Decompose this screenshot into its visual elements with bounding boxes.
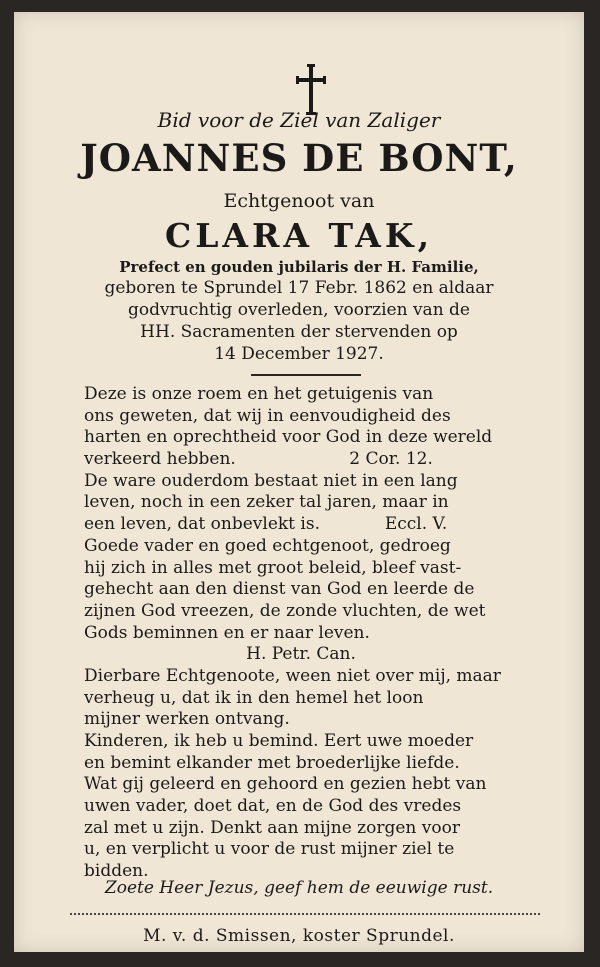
- text-line: harten en oprechtheid voor God in deze wereld: [84, 427, 493, 448]
- text-line: Dierbare Echtgenoote, ween niet over mij, maar: [84, 665, 501, 686]
- memorial-text: [84, 384, 554, 883]
- bio-line-4: HH. Sacramenten der stervenden op: [140, 322, 458, 342]
- text-line: De ware ouderdom bestaat niet in een lang: [84, 470, 458, 491]
- bio-line-3: godvruchtig overleden, voorzien van de: [128, 300, 470, 320]
- bio-line-2: geboren te Sprundel 17 Febr. 1862 en aldaar: [104, 278, 494, 298]
- text-line: Wat gij geleerd en gehoord en gezien hebt van: [84, 774, 487, 795]
- text-line: zijnen God vreezen, de zonde vluchten, de wet: [84, 600, 486, 621]
- text-line: ons geweten, dat wij in eenvoudigheid des: [84, 405, 451, 426]
- closing-prayer: Zoete Heer Jezus, geef hem de eeuwige rust.: [104, 878, 494, 898]
- text-line: een leven, dat onbevlekt is. Eccl. V.: [84, 514, 448, 535]
- printer-credit: M. v. d. Smissen, koster Sprundel.: [143, 926, 455, 946]
- text-line: bidden.: [84, 861, 149, 882]
- text-line: Gods beminnen en er naar leven.: [84, 622, 370, 643]
- prayer-intro: Bid voor de Ziel van Zaliger: [157, 108, 441, 132]
- text-line: zal met u zijn. Denkt aan mijne zorgen voor: [84, 817, 460, 838]
- deceased-name: JOANNES DE BONT,: [80, 136, 518, 180]
- text-line: Deze is onze roem en het getuigenis van: [84, 384, 434, 404]
- text-line: leven, noch in een zeker tal jaren, maar in: [84, 492, 449, 513]
- spouse-name: CLARA TAK,: [164, 216, 434, 255]
- text-line: u, en verplicht u voor de rust mijner ziel te: [84, 839, 455, 860]
- text-line: gehecht aan den dienst van God en leerde de: [84, 579, 475, 600]
- text-line: mijner werken ontvang.: [84, 709, 290, 730]
- text-line: uwen vader, doet dat, en de God des vredes: [84, 796, 462, 817]
- spouse-intro: Echtgenoot van: [223, 190, 375, 212]
- bio-line-1: Prefect en gouden jubilaris der H. Familie,: [119, 258, 479, 276]
- text-line: Kinderen, ik heb u bemind. Eert uwe moeder: [84, 731, 474, 751]
- divider: [251, 374, 361, 376]
- text-line: H. Petr. Can.: [84, 644, 356, 665]
- text-line: verkeerd hebben. 2 Cor. 12.: [84, 449, 433, 470]
- text-line: en bemint elkander met broederlijke liefde.: [84, 752, 460, 773]
- text-line: verheug u, dat ik in den hemel het loon: [84, 687, 424, 708]
- dotted-divider: [70, 913, 540, 915]
- memorial-card: [14, 12, 584, 952]
- text-line: hij zich in alles met groot beleid, bleef vast-: [84, 557, 462, 578]
- text-line: Goede vader en goed echtgenoot, gedroeg: [84, 535, 451, 556]
- bio-line-5: 14 December 1927.: [214, 344, 384, 364]
